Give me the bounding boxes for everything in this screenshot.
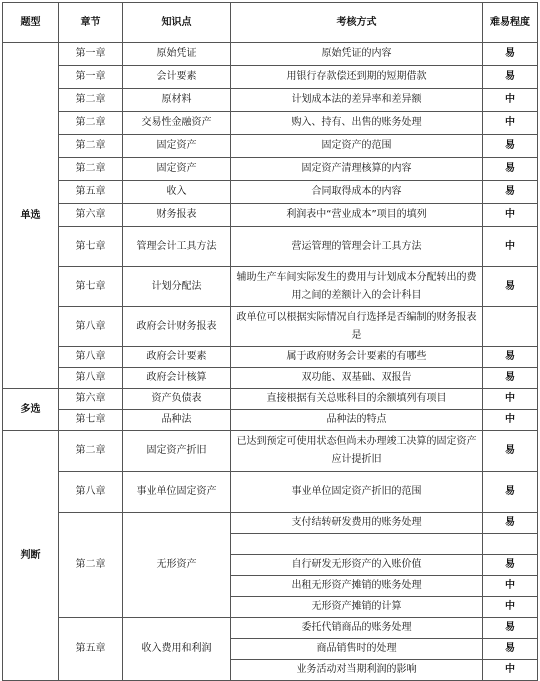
table-row — [3, 112, 538, 135]
difficulty-cell: 易 — [483, 135, 538, 158]
knowledge-cell: 管理会计工具方法 — [123, 227, 231, 267]
method-cell: 购入、持有、出售的账务处理 — [231, 112, 483, 135]
difficulty-cell: 中 — [483, 227, 538, 267]
table-row — [3, 618, 538, 639]
table-row — [3, 431, 538, 472]
method-cell: 原始凭证的内容 — [231, 43, 483, 66]
chapter-cell: 第八章 — [59, 368, 123, 389]
table-row — [3, 158, 538, 181]
exam-analysis-table — [2, 2, 538, 681]
chapter-cell: 第七章 — [59, 267, 123, 307]
chapter-cell: 第二章 — [59, 89, 123, 112]
table-row — [3, 66, 538, 89]
knowledge-cell: 原材料 — [123, 89, 231, 112]
method-cell: 属于政府财务会计要素的有哪些 — [231, 347, 483, 368]
table-row — [3, 204, 538, 227]
method-cell: 政单位可以根据实际情况自行选择是否编制的财务报表是 — [231, 307, 483, 347]
method-cell: 无形资产摊销的计算 — [231, 597, 483, 618]
method-cell: 支付结转研发费用的账务处理 — [231, 513, 483, 534]
table-row — [3, 135, 538, 158]
difficulty-cell: 易 — [483, 158, 538, 181]
method-cell: 利润表中“营业成本”项目的填列 — [231, 204, 483, 227]
method-cell: 已达到预定可使用状态但尚未办理竣工决算的固定资产应计提折旧 — [231, 431, 483, 472]
method-cell: 事业单位固定资产折旧的范围 — [231, 472, 483, 513]
table-row — [3, 347, 538, 368]
method-cell: 商品销售时的处理 — [231, 639, 483, 660]
knowledge-cell: 固定资产 — [123, 158, 231, 181]
knowledge-cell: 计划分配法 — [123, 267, 231, 307]
chapter-cell: 第七章 — [59, 227, 123, 267]
header-difficulty: 难易程度 — [483, 3, 538, 43]
difficulty-cell — [483, 534, 538, 555]
chapter-cell: 第二章 — [59, 135, 123, 158]
chapter-cell: 第六章 — [59, 389, 123, 410]
chapter-cell: 第二章 — [59, 513, 123, 618]
difficulty-cell: 易 — [483, 181, 538, 204]
chapter-cell: 第六章 — [59, 204, 123, 227]
method-cell: 品种法的特点 — [231, 410, 483, 431]
type-cell-judgment: 判断 — [3, 431, 59, 681]
chapter-cell: 第八章 — [59, 307, 123, 347]
chapter-cell: 第八章 — [59, 472, 123, 513]
difficulty-cell — [483, 307, 538, 347]
table-row — [3, 389, 538, 410]
chapter-cell: 第二章 — [59, 431, 123, 472]
difficulty-cell: 中 — [483, 410, 538, 431]
table-row — [3, 472, 538, 513]
method-cell: 营运管理的管理会计工具方法 — [231, 227, 483, 267]
difficulty-cell: 易 — [483, 66, 538, 89]
knowledge-cell: 固定资产折旧 — [123, 431, 231, 472]
knowledge-cell: 无形资产 — [123, 513, 231, 618]
knowledge-cell: 政府会计财务报表 — [123, 307, 231, 347]
table-row — [3, 227, 538, 267]
type-cell-single: 单选 — [3, 43, 59, 389]
knowledge-cell: 收入 — [123, 181, 231, 204]
header-row — [3, 3, 538, 43]
knowledge-cell: 资产负债表 — [123, 389, 231, 410]
difficulty-cell: 易 — [483, 513, 538, 534]
knowledge-cell: 事业单位固定资产 — [123, 472, 231, 513]
table-row — [3, 89, 538, 112]
difficulty-cell: 易 — [483, 639, 538, 660]
table-row — [3, 307, 538, 347]
difficulty-cell: 中 — [483, 89, 538, 112]
knowledge-cell: 交易性金融资产 — [123, 112, 231, 135]
chapter-cell: 第五章 — [59, 618, 123, 681]
table-row — [3, 368, 538, 389]
knowledge-cell: 原始凭证 — [123, 43, 231, 66]
chapter-cell: 第七章 — [59, 410, 123, 431]
table-row — [3, 410, 538, 431]
difficulty-cell: 中 — [483, 660, 538, 681]
chapter-cell: 第二章 — [59, 112, 123, 135]
knowledge-cell: 政府会计要素 — [123, 347, 231, 368]
difficulty-cell: 中 — [483, 389, 538, 410]
header-method: 考核方式 — [231, 3, 483, 43]
chapter-cell: 第八章 — [59, 347, 123, 368]
knowledge-cell: 财务报表 — [123, 204, 231, 227]
method-cell: 委托代销商品的账务处理 — [231, 618, 483, 639]
difficulty-cell: 易 — [483, 472, 538, 513]
knowledge-cell: 会计要素 — [123, 66, 231, 89]
table-row — [3, 181, 538, 204]
method-cell: 固定资产清理核算的内容 — [231, 158, 483, 181]
difficulty-cell: 易 — [483, 555, 538, 576]
difficulty-cell: 中 — [483, 576, 538, 597]
method-cell: 合同取得成本的内容 — [231, 181, 483, 204]
difficulty-cell: 易 — [483, 43, 538, 66]
knowledge-cell: 品种法 — [123, 410, 231, 431]
method-cell: 直接根据有关总账科目的余额填列有项目 — [231, 389, 483, 410]
method-cell: 双功能、双基础、双报告 — [231, 368, 483, 389]
difficulty-cell: 中 — [483, 204, 538, 227]
difficulty-cell: 易 — [483, 267, 538, 307]
method-cell: 出租无形资产摊销的账务处理 — [231, 576, 483, 597]
method-cell: 业务活动对当期利润的影响 — [231, 660, 483, 681]
header-knowledge: 知识点 — [123, 3, 231, 43]
header-chapter: 章节 — [59, 3, 123, 43]
difficulty-cell: 易 — [483, 431, 538, 472]
method-cell: 固定资产的范围 — [231, 135, 483, 158]
table-row — [3, 267, 538, 307]
chapter-cell: 第一章 — [59, 66, 123, 89]
difficulty-cell: 中 — [483, 597, 538, 618]
difficulty-cell: 中 — [483, 112, 538, 135]
method-cell: 自行研发无形资产的入账价值 — [231, 555, 483, 576]
method-cell: 计划成本法的差异率和差异额 — [231, 89, 483, 112]
chapter-cell: 第一章 — [59, 43, 123, 66]
method-cell: 用银行存款偿还到期的短期借款 — [231, 66, 483, 89]
header-type: 题型 — [3, 3, 59, 43]
difficulty-cell: 易 — [483, 347, 538, 368]
method-cell — [231, 534, 483, 555]
knowledge-cell: 政府会计核算 — [123, 368, 231, 389]
knowledge-cell: 收入费用和利润 — [123, 618, 231, 681]
difficulty-cell: 易 — [483, 618, 538, 639]
table-row — [3, 43, 538, 66]
table-row — [3, 513, 538, 534]
knowledge-cell: 固定资产 — [123, 135, 231, 158]
chapter-cell: 第五章 — [59, 181, 123, 204]
difficulty-cell: 易 — [483, 368, 538, 389]
type-cell-multiple: 多选 — [3, 389, 59, 431]
method-cell: 辅助生产车间实际发生的费用与计划成本分配转出的费用之间的差额计入的会计科目 — [231, 267, 483, 307]
chapter-cell: 第二章 — [59, 158, 123, 181]
